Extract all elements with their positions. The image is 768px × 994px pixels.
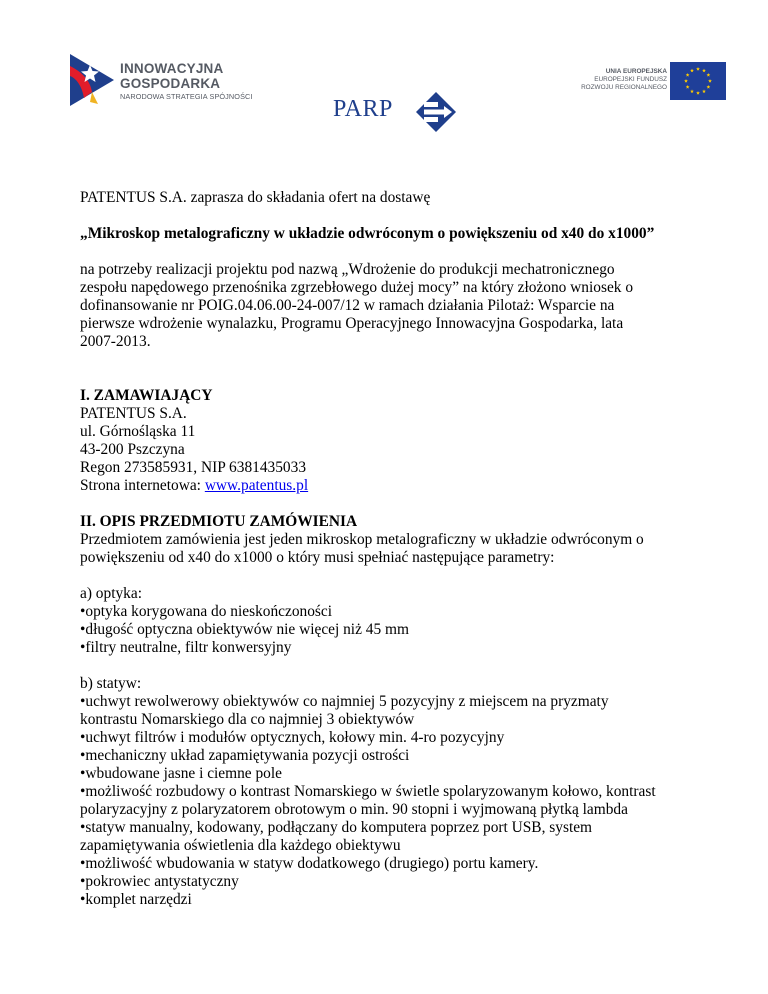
document-header: [0, 0, 768, 150]
order-title: „Mikroskop metalograficzny w układzie odwróconym o powiększeniu od x40 do x1000”: [80, 225, 655, 242]
address-line: PATENTUS S.A.: [80, 405, 187, 422]
website-link[interactable]: www.patentus.pl: [204, 477, 309, 494]
address-line: Regon 273585931, NIP 6381435033: [80, 459, 307, 476]
logo-line-2: GOSPODARKA: [120, 76, 221, 91]
eu-fund-logo: [557, 62, 697, 102]
list-item: •długość optyczna obiektywów nie więcej niż 45 mm: [80, 621, 409, 638]
logo-line-1: INNOWACYJNA: [120, 61, 224, 76]
website-label: Strona internetowa:: [80, 477, 205, 494]
parp-text: PARP: [333, 96, 393, 122]
list-item: •pokrowiec antystatyczny: [80, 873, 239, 890]
list-item: •możliwość wbudowania w statyw dodatkowego (drugiego) portu kamery.: [80, 855, 539, 872]
document-body: [80, 189, 700, 909]
description-line: powiększeniu od x40 do x1000 o który musi spełniać następujące parametry:: [80, 549, 555, 566]
section-heading: I. ZAMAWIAJĄCY: [80, 387, 213, 404]
eu-logo-line-3: ROZWOJU REGIONALNEGO: [581, 84, 667, 91]
address-line: ul. Górnośląska 11: [80, 423, 196, 440]
description-line: Przedmiotem zamówienia jest jeden mikroskop metalograficzny w układzie odwróconym o: [80, 531, 644, 548]
invitation-text: PATENTUS S.A. zaprasza do składania ofert na dostawę: [80, 189, 431, 206]
parp-arrows-icon: [414, 90, 458, 134]
project-line: zespołu napędowego przenośnika zgrzebłowego dużej mocy” na który złożono wniosek o: [80, 279, 634, 296]
eu-flag-icon: [670, 62, 726, 100]
list-item: •statyw manualny, kodowany, podłączany do komputera poprzez port USB, system: [80, 819, 593, 836]
list-item: •mechaniczny układ zapamiętywania pozycji ostrości: [80, 747, 410, 764]
project-line: 2007-2013.: [80, 333, 151, 350]
list-item: •wbudowane jasne i ciemne pole: [80, 765, 282, 782]
eu-logo-line-1: UNIA EUROPEJSKA: [605, 68, 667, 75]
innowacyjna-gospodarka-logo: [68, 52, 268, 112]
website-line: [80, 477, 700, 495]
section-order-description: [80, 513, 700, 909]
list-item: •możliwość rozbudowy o kontrast Nomarskiego w świetle spolaryzowanym kołowo, kontrast: [80, 783, 656, 800]
section-ordering-party: [80, 387, 700, 495]
group-stand: [80, 675, 700, 909]
list-item: •optyka korygowana do nieskończoności: [80, 603, 333, 620]
list-item: •uchwyt filtrów i modułów optycznych, kołowy min. 4-ro pozycyjny: [80, 729, 505, 746]
group-title: b) statyw:: [80, 675, 142, 692]
logo-line-3: NARODOWA STRATEGIA SPÓJNOŚCI: [120, 92, 253, 101]
list-item: zapamiętywania oświetlenia dla każdego obiektywu: [80, 837, 401, 854]
list-item: •uchwyt rewolwerowy obiektywów co najmniej 5 pozycyjny z miejscem na pryzmaty: [80, 693, 609, 710]
address-line: 43-200 Pszczyna: [80, 441, 185, 458]
section-heading: II. OPIS PRZEDMIOTU ZAMÓWIENIA: [80, 513, 358, 530]
eu-logo-line-2: EUROPEJSKI FUNDUSZ: [594, 76, 667, 83]
innowacyjna-gospodarka-emblem-icon: [68, 52, 118, 108]
list-item: polaryzacyjny z polaryzatorem obrotowym o min. 90 stopni i wyjmowaną płytką lambda: [80, 801, 628, 818]
project-line: dofinansowanie nr POIG.04.06.00-24-007/12 w ramach działania Pilotaż: Wsparcie na: [80, 297, 615, 314]
project-description: [80, 261, 700, 351]
project-line: na potrzeby realizacji projektu pod nazwą „Wdrożenie do produkcji mechatronicznego: [80, 261, 615, 278]
list-item: kontrastu Nomarskiego dla co najmniej 3 obiektywów: [80, 711, 415, 728]
group-title: a) optyka:: [80, 585, 142, 602]
group-optics: [80, 585, 700, 657]
list-item: •filtry neutralne, filtr konwersyjny: [80, 639, 292, 656]
list-item: •komplet narzędzi: [80, 891, 192, 908]
project-line: pierwsze wdrożenie wynalazku, Programu Operacyjnego Innowacyjna Gospodarka, lata: [80, 315, 624, 332]
